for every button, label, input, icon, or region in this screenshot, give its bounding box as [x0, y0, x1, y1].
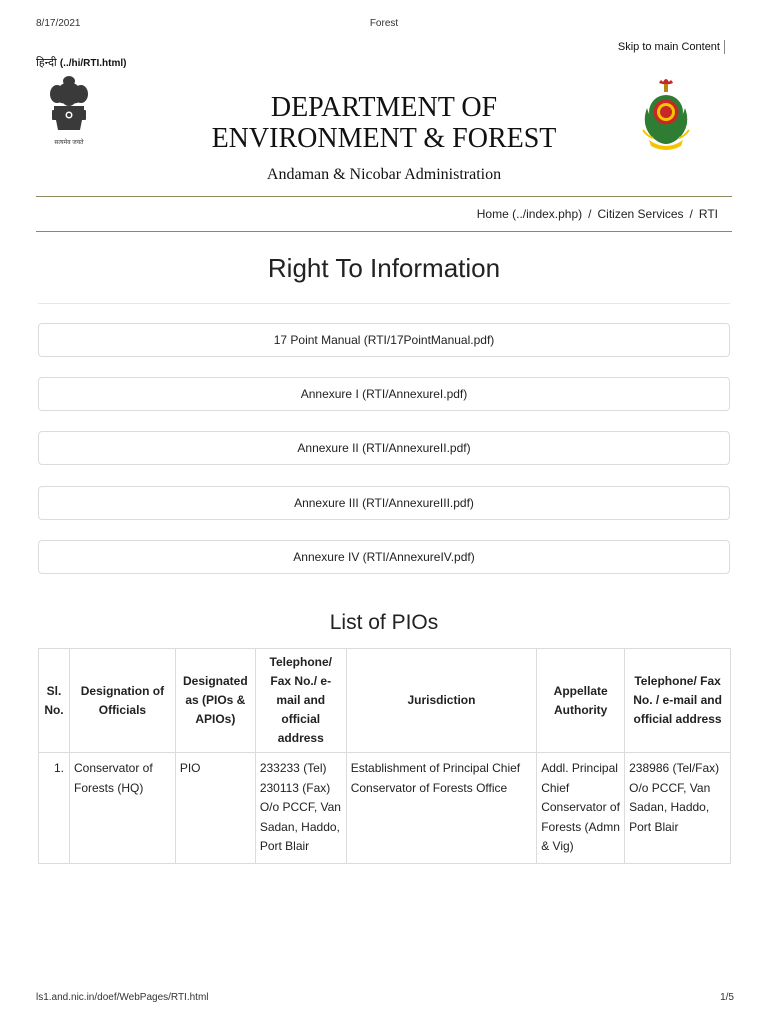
emblem-caption: सत्यमेव जयते	[54, 140, 84, 146]
document-link-annexure-i[interactable]: Annexure I (RTI/AnnexureI.pdf)	[38, 377, 730, 411]
breadcrumb-separator: /	[689, 207, 693, 221]
title-divider	[38, 303, 730, 304]
document-link-17-point-manual[interactable]: 17 Point Manual (RTI/17PointManual.pdf)	[38, 323, 730, 357]
breadcrumb-separator: /	[588, 207, 592, 221]
print-page-number: 1/5	[720, 992, 734, 1003]
department-title	[140, 92, 628, 154]
cell-appellate-authority: Addl. Principal Chief Conservator of Forests (Admn & Vig)	[537, 753, 625, 864]
forest-department-logo	[637, 74, 695, 154]
forest-seal-icon	[637, 74, 695, 154]
column-header-appellate-authority: Appellate Authority	[537, 649, 625, 753]
cell-jurisdiction: Establishment of Principal Chief Conservator of Forests Office	[346, 753, 536, 864]
breadcrumb-current: RTI	[698, 207, 718, 221]
column-header-designation: Designation of Officials	[69, 649, 175, 753]
pio-table	[38, 648, 731, 864]
skip-link-divider	[724, 40, 725, 54]
table-row	[39, 753, 731, 864]
hindi-language-link[interactable]	[36, 55, 127, 70]
cell-contact: 233233 (Tel) 230113 (Fax) O/o PCCF, Van Sadan, Haddo, Port Blair	[255, 753, 346, 864]
cell-appellate-contact: 238986 (Tel/Fax) O/o PCCF, Van Sadan, Haddo, Port Blair	[625, 753, 731, 864]
breadcrumb-citizen-services-link[interactable]: Citizen Services	[597, 207, 684, 221]
column-header-appellate-contact: Telephone/ Fax No. / e-mail and official address	[625, 649, 731, 753]
hindi-href: (../hi/RTI.html)	[59, 58, 127, 69]
column-header-jurisdiction: Jurisdiction	[346, 649, 536, 753]
document-link-annexure-ii[interactable]: Annexure II (RTI/AnnexureII.pdf)	[38, 431, 730, 465]
department-title-line2: ENVIRONMENT & FOREST	[211, 123, 557, 154]
page-title: Right To Information	[267, 253, 501, 283]
document-link-annexure-iv[interactable]: Annexure IV (RTI/AnnexureIV.pdf)	[38, 540, 730, 574]
header-rule	[36, 196, 732, 197]
column-header-contact: Telephone/ Fax No./ e-mail and official address	[255, 649, 346, 753]
cell-designation: Conservator of Forests (HQ)	[69, 753, 175, 864]
cell-designated-as: PIO	[175, 753, 255, 864]
table-header-row	[39, 649, 731, 753]
department-title-line1: DEPARTMENT OF	[270, 92, 498, 123]
column-header-sl-no: Sl. No.	[39, 649, 70, 753]
breadcrumb-home-link[interactable]: Home (../index.php)	[476, 207, 583, 221]
print-footer-url: ls1.and.nic.in/doef/WebPages/RTI.html	[36, 992, 209, 1003]
column-header-designated-as: Designated as (PIOs & APIOs)	[175, 649, 255, 753]
print-date: 8/17/2021	[36, 18, 81, 29]
administration-subtitle: Andaman & Nicobar Administration	[266, 166, 502, 183]
cell-sl-no: 1.	[39, 753, 70, 864]
hindi-label: हिन्दी	[36, 57, 57, 69]
breadcrumb	[477, 207, 718, 221]
skip-to-main-link[interactable]: Skip to main Content	[617, 41, 720, 53]
pio-list-title: List of PIOs	[329, 611, 439, 634]
document-link-annexure-iii[interactable]: Annexure III (RTI/AnnexureIII.pdf)	[38, 486, 730, 520]
breadcrumb-rule	[36, 231, 732, 232]
print-title: Forest	[369, 18, 399, 29]
